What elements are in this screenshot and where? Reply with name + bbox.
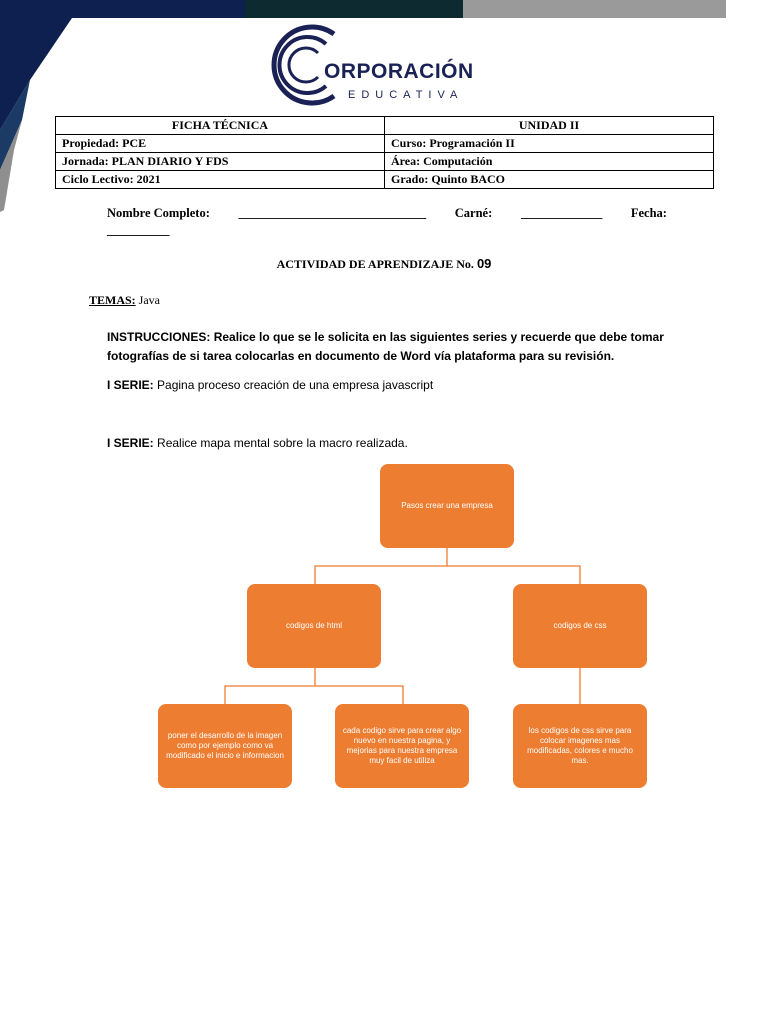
table-cell: Grado: Quinto BACO <box>385 171 714 189</box>
table-cell: Propiedad: PCE <box>56 135 385 153</box>
table-cell: Jornada: PLAN DIARIO Y FDS <box>56 153 385 171</box>
name-blank: ______________________________ <box>238 206 427 220</box>
connector-html-child2 <box>315 686 403 704</box>
serie-2-label: I SERIE: <box>107 436 154 450</box>
logo-sub-text: EDUCATIVA <box>348 89 464 101</box>
table-cell: Ciclo Lectivo: 2021 <box>56 171 385 189</box>
activity-number: 09 <box>476 256 492 271</box>
name-label: Nombre Completo: <box>107 206 210 220</box>
node-css: codigos de css <box>513 584 647 668</box>
table-cell: UNIDAD II <box>385 117 714 135</box>
table-cell: FICHA TÉCNICA <box>56 117 385 135</box>
serie-1-label: I SERIE: <box>107 378 154 392</box>
table-cell: Área: Computación <box>385 153 714 171</box>
fecha-label: Fecha: <box>630 206 667 220</box>
connector-html-child1 <box>225 668 315 704</box>
node-root: Pasos crear una empresa <box>380 464 514 548</box>
serie-2-text: Realice mapa mental sobre la macro realizada. <box>157 436 408 450</box>
table-cell: Curso: Programación II <box>385 135 714 153</box>
instructions-label: INSTRUCCIONES: <box>107 330 211 344</box>
serie-1-text: Pagina proceso creación de una empresa javascript <box>157 378 434 392</box>
logo-main-text: ORPORACIÓN <box>324 60 474 83</box>
activity-title-text: ACTIVIDAD DE APRENDIZAJE No. <box>276 257 474 271</box>
temas-value: Java <box>138 293 160 307</box>
fecha-blank: __________ <box>107 223 170 237</box>
node-html-child-2: cada codigo sirve para crear algo nuevo en nuestra pagina, y mejorias para nuestra empresa muy facil de utiliza <box>335 704 469 788</box>
carne-label: Carné: <box>454 206 493 220</box>
temas-label: TEMAS: <box>89 293 136 307</box>
instructions-text: Realice lo que se le solicita en las siguientes series y recuerde que debe tomar fotografías de si tarea colocarlas en documento de Word vía plataforma para su revisión. <box>107 330 664 363</box>
carne-blank: _____________ <box>520 206 603 220</box>
connector-root-css <box>447 566 580 584</box>
node-html-child-1: poner el desarrollo de la imagen como por ejemplo como va modificado el inicio e informacion <box>158 704 292 788</box>
node-css-child: los codigos de css sirve para colocar imagenes mas modificadas, colores e mucho mas. <box>513 704 647 788</box>
node-html: codigos de html <box>247 584 381 668</box>
connector-root-html <box>315 548 447 584</box>
